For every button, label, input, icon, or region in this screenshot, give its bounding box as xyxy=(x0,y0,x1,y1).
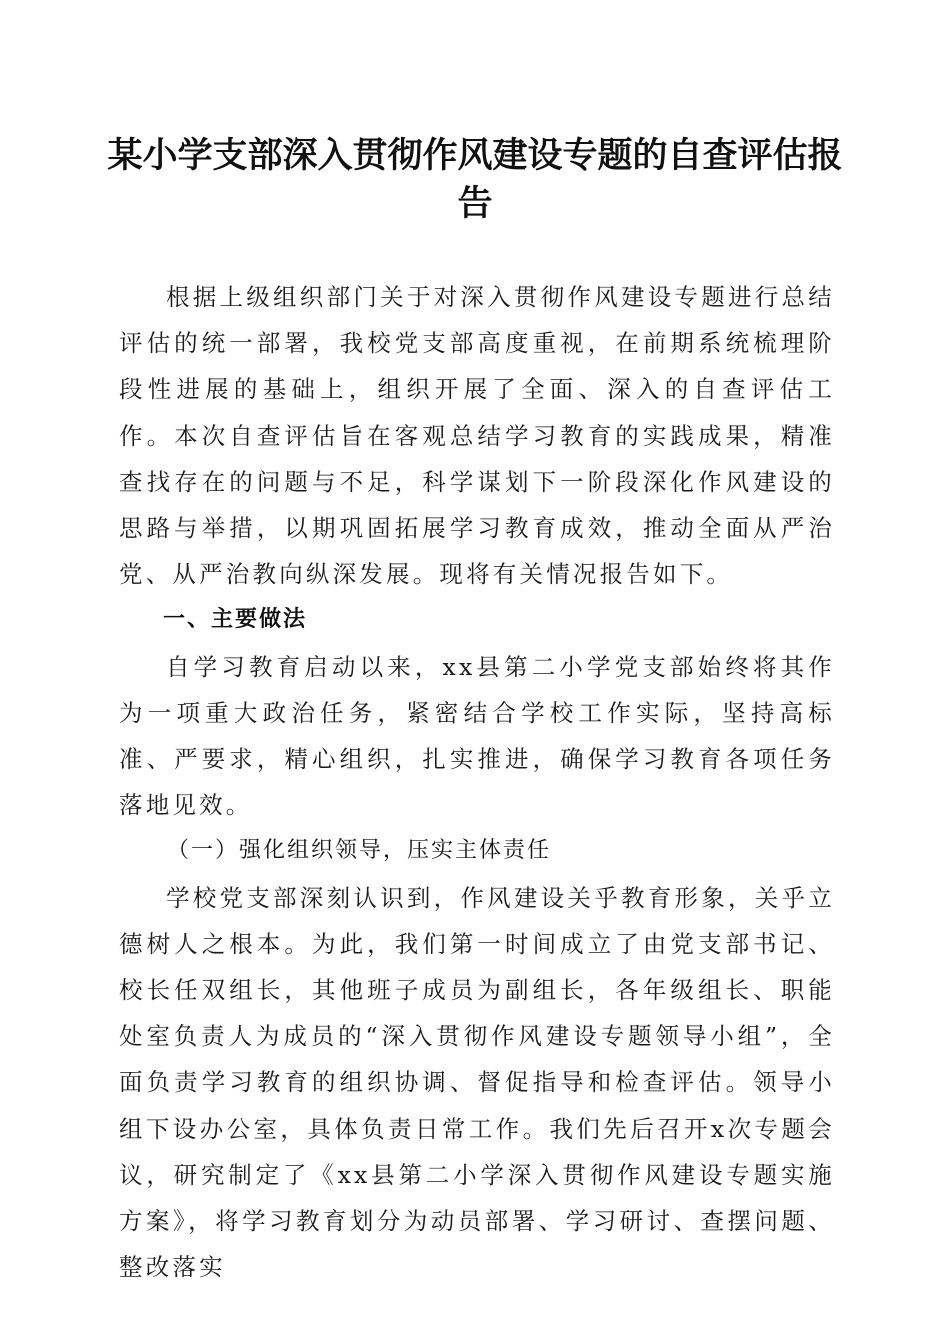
document-title: 某小学支部深入贯彻作风建设专题的自查评估报告 xyxy=(107,135,843,224)
section-paragraph: 自学习教育启动以来，xx县第二小学党支部始终将其作为一项重大政治任务，紧密结合学校工作实际，坚持高标准、严要求，精心组织，扎实推进，确保学习教育各项任务落地见效。 xyxy=(119,652,835,820)
subsection-paragraph: 学校党支部深刻认识到，作风建设关乎教育形象，关乎立德树人之根本。为此，我们第一时间成立了由党支部书记、校长任双组长，其他班子成员为副组长，各年级组长、职能处室负责人为成员的“深入贯彻作风建设专题领导小组”，全面负责学习教育的组织协调、督促指导和检查评估。领导小组下设办公室，具体负责日常工作。我们先后召开x次专题会议，研究制定了《xx县第二小学深入贯彻作风建设专题实施方案》，将学习教育划分为动员部署、学习研讨、查摆问题、整改落实 xyxy=(119,883,835,1282)
intro-paragraph: 根据上级组织部门关于对深入贯彻作风建设专题进行总结评估的统一部署，我校党支部高度重视，在前期系统梳理阶段性进展的基础上，组织开展了全面、深入的自查评估工作。本次自查评估旨在客观总结学习教育的实践成果，精准查找存在的问题与不足，科学谋划下一阶段深化作风建设的思路与举措，以期巩固拓展学习教育成效，推动全面从严治党、从严治教向纵深发展。现将有关情况报告如下。 xyxy=(119,283,835,589)
section-heading: 一、主要做法 xyxy=(163,607,308,633)
subsection-heading: （一）强化组织领导，压实主体责任 xyxy=(167,838,552,864)
document-body xyxy=(119,274,835,1290)
